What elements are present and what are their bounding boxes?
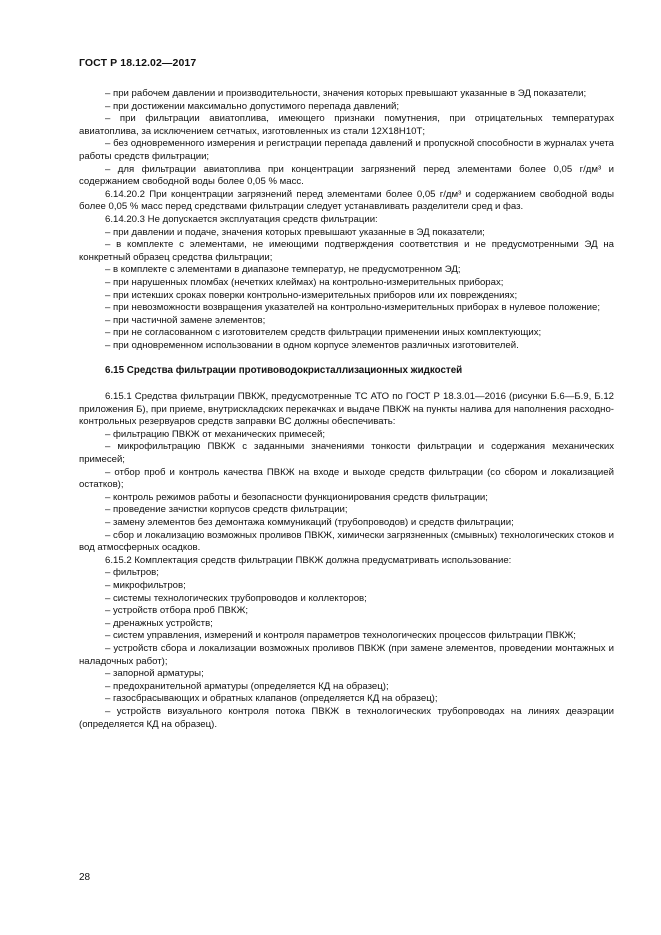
paragraph: – устройств визуального контроля потока ПВКЖ в технологических трубопроводах на линиях деаэрации (определяется КД на образец). — [79, 705, 614, 730]
paragraph: – предохранительной арматуры (определяется КД на образец); — [105, 680, 389, 692]
document-body — [79, 88, 614, 731]
paragraph: – микрофильтрацию ПВКЖ с заданными значениями тонкости фильтрации и содержания механических примесей; — [79, 441, 614, 466]
paragraph: – фильтров; — [105, 567, 159, 579]
paragraph: 6.14.20.3 Не допускается эксплуатация средств фильтрации: — [105, 213, 378, 225]
paragraph: – при нарушенных пломбах (нечетких клеймах) на контрольно-измерительных приборах; — [105, 276, 504, 288]
paragraph: – системы технологических трубопроводов и коллекторов; — [105, 592, 367, 604]
paragraph: – при давлении и подаче, значения которых превышают указанные в ЭД показатели; — [105, 226, 485, 238]
page-number: 28 — [79, 872, 91, 883]
paragraph: – при частичной замене элементов; — [105, 314, 266, 326]
paragraph: 6.14.20.2 При концентрации загрязнений перед элементами более 0,05 г/дм³ и содержанием свободной воды более 0,05 % масс перед средствами фильтрации следует устанавливать разделители сред и фаз. — [79, 188, 614, 213]
paragraph: – проведение зачистки корпусов средств фильтрации; — [105, 504, 348, 516]
paragraph: – микрофильтров; — [105, 579, 186, 591]
paragraph: – систем управления, измерений и контроля параметров технологических процессов фильтрации ПВКЖ; — [105, 630, 576, 642]
paragraph: – при невозможности возвращения указателей на контрольно-измерительных приборах в нулевое положение; — [105, 302, 601, 314]
paragraph: – фильтрацию ПВКЖ от механических примесей; — [105, 428, 325, 440]
document-header: ГОСТ Р 18.12.02—2017 — [79, 57, 197, 69]
paragraph: – сбор и локализацию возможных проливов ПВКЖ, химически загрязненных (смывных) технологических стоков и вод атмосферных осадков. — [79, 529, 614, 554]
paragraph: – при одновременном использовании в одном корпусе элементов различных изготовителей. — [105, 339, 519, 351]
paragraph: – при фильтрации авиатоплива, имеющего признаки помутнения, при отрицательных температурах авиатоплива, за исключением сетчатых, изготовленных из стали 12Х18Н10Т; — [79, 113, 614, 137]
paragraph: – при истекших сроках поверки контрольно-измерительных приборов или их повреждениях; — [105, 289, 518, 301]
paragraph: – в комплекте с элементами, не имеющими подтверждения соответствия и не предусмотренными ЭД на конкретный образец средства фильтрации; — [79, 239, 614, 263]
section-title: 6.15 Средства фильтрации противоводокристаллизационных жидкостей — [105, 365, 463, 377]
paragraph: – устройств отбора проб ПВКЖ; — [105, 605, 248, 617]
paragraph: – устройств сбора и локализации возможных проливов ПВКЖ (при замене элементов, проведении монтажных и наладочных работ); — [79, 642, 614, 667]
paragraph: – замену элементов без демонтажа коммуникаций (трубопроводов) и средств фильтрации; — [105, 517, 514, 528]
paragraph: – контроль режимов работы и безопасности функционирования средств фильтрации; — [105, 491, 488, 503]
paragraph: – газосбрасывающих и обратных клапанов (определяется КД на образец); — [105, 693, 438, 705]
paragraph: – при достижении максимально допустимого перепада давлений; — [105, 100, 400, 112]
paragraph: – без одновременного измерения и регистрации перепада давлений и пропускной способности в журналах учета работы средств фильтрации; — [79, 138, 614, 162]
paragraph: – запорной арматуры; — [105, 668, 204, 680]
paragraph: – при не согласованном с изготовителем средств фильтрации применении иных комплектующих; — [105, 327, 542, 339]
paragraph: – при рабочем давлении и производительности, значения которых превышают указанные в ЭД показатели; — [105, 88, 587, 99]
paragraph: 6.15.1 Средства фильтрации ПВКЖ, предусмотренные ТС АТО по ГОСТ Р 18.3.01—2016 (рисунки Б.6—Б.9, Б.12 приложения Б), при приеме, внутрискладских перекачках и выдаче ПВКЖ на пункты налива для наполнения расходно-контрольных резервуаров средств заправки ВС должны обеспечивать: — [79, 391, 614, 428]
paragraph: – отбор проб и контроль качества ПВКЖ на входе и выходе средств фильтрации (со сбором и локализацией остатков); — [79, 466, 614, 491]
paragraph: – дренажных устройств; — [105, 617, 213, 629]
paragraph: 6.15.2 Комплектация средств фильтрации ПВКЖ должна предусматривать использование: — [105, 554, 512, 566]
paragraph: – в комплекте с элементами в диапазоне температур, не предусмотренном ЭД; — [105, 264, 461, 276]
paragraph: – для фильтрации авиатоплива при концентрации загрязнений перед элементами более 0,05 г/дм³ и содержанием свободной воды более 0,05 % масс. — [79, 163, 614, 188]
